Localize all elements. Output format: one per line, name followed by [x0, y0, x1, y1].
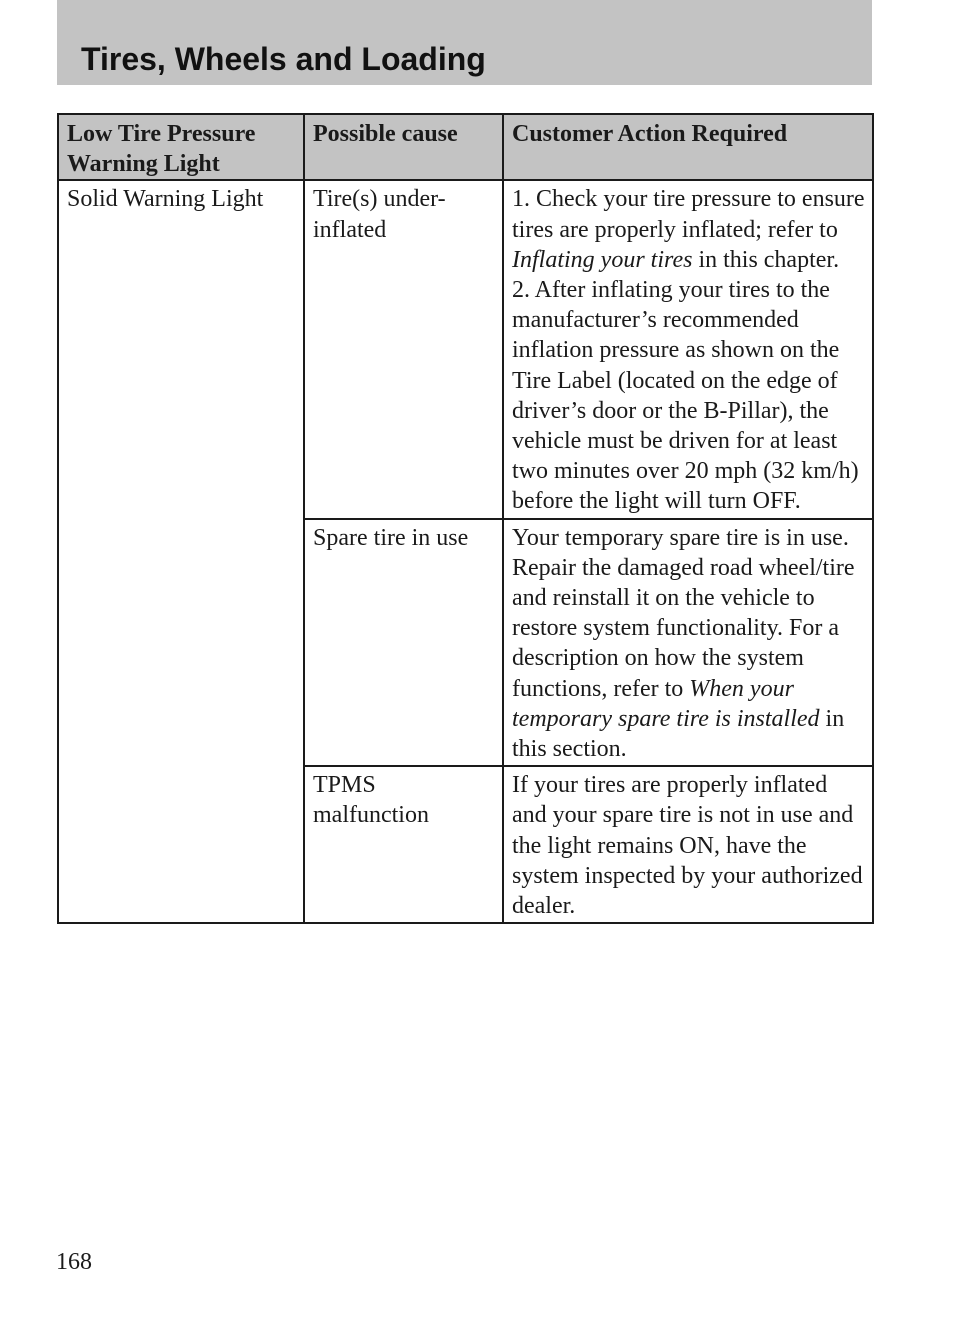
cause-cell: TPMS malfunction	[304, 766, 503, 923]
action-text: in this section.	[512, 705, 845, 763]
action-cell: If your tires are properly inflated and your spare tire is not in use and the light remains ON, have the system inspected by your authorized dealer.	[503, 766, 873, 923]
section-header	[57, 0, 872, 85]
table-row	[58, 180, 873, 518]
page-number: 168	[56, 1249, 92, 1275]
table-header-row	[58, 114, 873, 180]
action-step-2: 2. After inflating your tires to the manufacturer’s recommended inflation pressure as shown on the Tire Label (located on the edge of driver’s door or the B-Pillar), the vehicle must be driven for at least two minutes over 20 mph (32 km/h) before the light will turn OFF.	[512, 277, 859, 515]
warning-light-state-cell: Solid Warning Light	[58, 180, 304, 923]
section-title: Tires, Wheels and Loading	[81, 41, 486, 77]
cross-reference: When your temporary spare tire is installed	[512, 675, 820, 732]
action-cell	[503, 180, 873, 518]
action-cell	[503, 519, 873, 767]
column-header-customer-action: Customer Action Required	[503, 114, 873, 180]
column-header-possible-cause: Possible cause	[304, 114, 503, 180]
column-header-warning-light: Low Tire Pressure Warning Light	[58, 114, 304, 180]
tpms-warning-table	[57, 113, 874, 924]
cross-reference: Inflating your tires	[512, 246, 693, 273]
action-step-1	[512, 184, 866, 275]
cause-cell: Tire(s) under-inflated	[304, 180, 503, 518]
cause-cell: Spare tire in use	[304, 519, 503, 767]
action-text: in this chapter.	[692, 246, 840, 273]
action-text: 1. Check your tire pressure to ensure tires are properly inflated; refer to	[512, 186, 865, 243]
action-text: Your temporary spare tire is in use. Repair the damaged road wheel/tire and reinstall it on the vehicle to restore system functionality. For a description on how the system functions, refer to	[512, 524, 855, 702]
